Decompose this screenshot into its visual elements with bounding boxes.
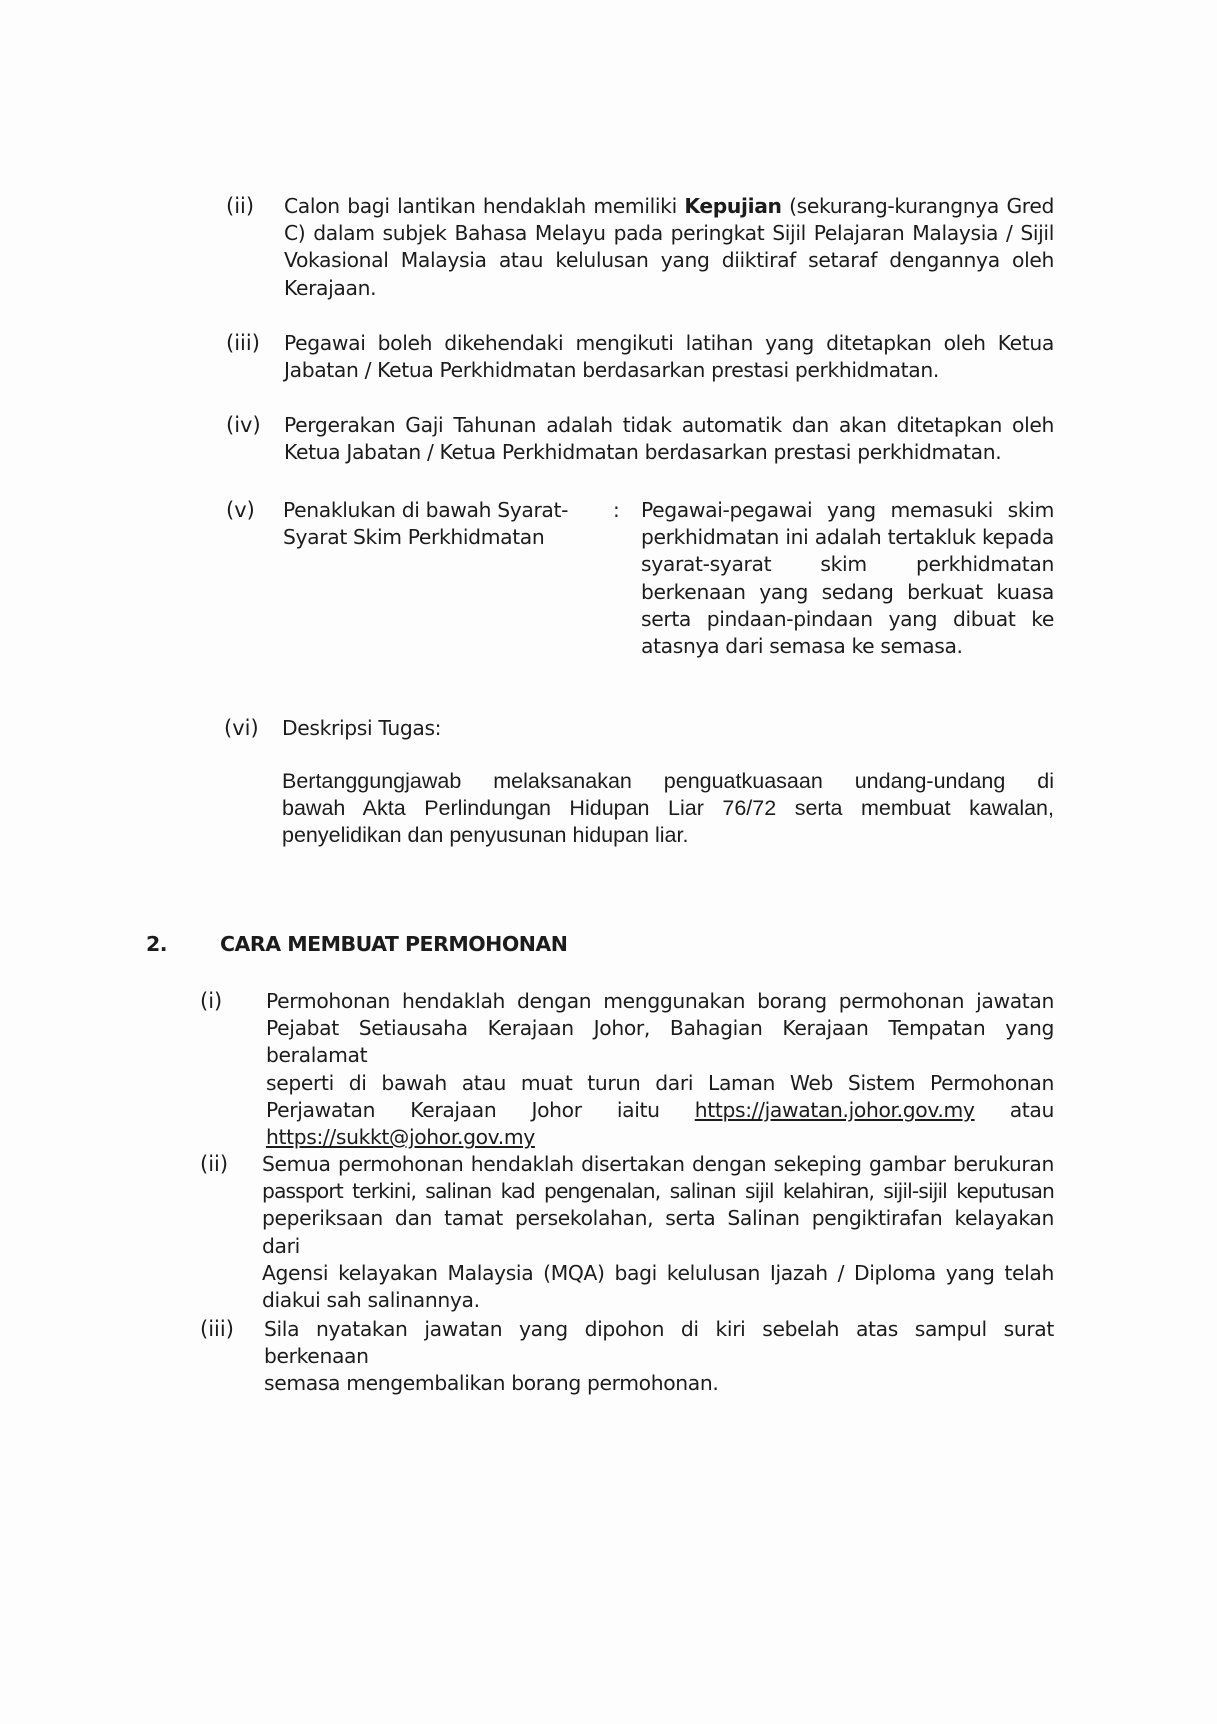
text-line: passport terkini, salinan kad pengenalan, salinan sijil kelahiran, sijil-sijil keputusan	[262, 1179, 1054, 1204]
link-sukkt-johor[interactable]: https://sukkt@johor.gov.my	[266, 1125, 535, 1150]
text-line: Jabatan / Ketua Perkhidmatan berdasarkan prestasi perkhidmatan.	[284, 358, 939, 383]
text-line: Pegawai-pegawai yang memasuki skim	[641, 498, 1054, 522]
text-line: Ketua Jabatan / Ketua Perkhidmatan berdasarkan prestasi perkhidmatan.	[284, 440, 1002, 465]
requirement-latihan	[284, 330, 1054, 384]
item-number: (vi)	[224, 716, 259, 740]
text-line: diakui sah salinannya.	[262, 1288, 480, 1313]
text-line: bawah Akta Perlindungan Hidupan Liar 76/72 serta membuat kawalan,	[282, 796, 1054, 820]
text-line: penyelidikan dan penyusunan hidupan liar.	[282, 823, 689, 847]
section-title: CARA MEMBUAT PERMOHONAN	[220, 932, 568, 956]
text-line: Pegawai boleh dikehendaki mengikuti latihan yang ditetapkan oleh Ketua	[284, 331, 1054, 355]
text-line: Kerajaan.	[284, 275, 377, 300]
item-number: (iv)	[226, 413, 261, 437]
deskripsi-tugas-text	[282, 768, 1054, 849]
text-line: berkenaan yang sedang berkuat kuasa	[641, 579, 1054, 604]
penaklukan-description	[641, 497, 1054, 660]
text-line: perkhidmatan ini adalah tertakluk kepada	[641, 525, 1054, 550]
requirement-bahasa-melayu	[284, 193, 1054, 302]
text-line: C) dalam subjek Bahasa Melayu pada peringkat Sijil Pelajaran Malaysia / Sijil	[284, 221, 1054, 246]
item-number: (ii)	[200, 1152, 229, 1176]
text-line: Semua permohonan hendaklah disertakan dengan sekeping gambar berukuran	[262, 1152, 1054, 1176]
text-line: atasnya dari semasa ke semasa.	[641, 634, 963, 659]
text-line: Pejabat Setiausaha Kerajaan Johor, Bahagian Kerajaan Tempatan yang beralamat	[266, 1016, 1054, 1068]
text-line: Penaklukan di bawah Syarat-	[283, 498, 569, 522]
text-line: Syarat Skim Perkhidmatan	[283, 525, 545, 550]
item-number: (iii)	[200, 1317, 234, 1341]
text-line: peperiksaan dan tamat persekolahan, serta Salinan pengiktirafan kelayakan dari	[262, 1206, 1054, 1258]
text-line: Agensi kelayakan Malaysia (MQA) bagi kelulusan Ijazah / Diploma yang telah	[262, 1260, 1054, 1285]
text-line: Calon bagi lantikan hendaklah memiliki Kepujian (sekurang-kurangnya Gred	[284, 194, 1054, 218]
text-line: Vokasional Malaysia atau kelulusan yang diiktiraf setaraf dengannya oleh	[284, 248, 1054, 273]
item-number: (i)	[200, 989, 223, 1013]
text-line: Perjawatan Kerajaan Johor iaitu https://jawatan.johor.gov.my atau	[266, 1097, 1054, 1122]
bold-term-kepujian: Kepujian	[684, 194, 782, 218]
item-number: (v)	[226, 498, 255, 522]
link-jawatan-johor[interactable]: https://jawatan.johor.gov.my	[694, 1097, 975, 1122]
label-penaklukan	[283, 497, 603, 551]
text-line	[266, 1124, 1054, 1151]
colon-separator: :	[613, 498, 620, 522]
text-line: Permohonan hendaklah dengan menggunakan borang permohonan jawatan	[266, 989, 1054, 1013]
text-line: serta pindaan-pindaan yang dibuat ke	[641, 606, 1054, 631]
text-line: syarat-syarat skim perkhidmatan	[641, 552, 1054, 577]
text-line: Sila nyatakan jawatan yang dipohon di kiri sebelah atas sampul surat berkenaan	[264, 1317, 1054, 1369]
label-deskripsi-tugas: Deskripsi Tugas:	[282, 716, 442, 740]
requirement-gaji-tahunan	[284, 412, 1054, 466]
permohonan-borang	[266, 988, 1054, 1151]
text-line: Bertanggungjawab melaksanakan penguatkuasaan undang-undang di	[282, 769, 1054, 793]
permohonan-sampul	[264, 1316, 1054, 1398]
text-line: seperti di bawah atau muat turun dari Laman Web Sistem Permohonan	[266, 1070, 1054, 1095]
permohonan-dokumen	[262, 1151, 1054, 1314]
text-line: Pergerakan Gaji Tahunan adalah tidak automatik dan akan ditetapkan oleh	[284, 413, 1054, 437]
text-line: semasa mengembalikan borang permohonan.	[264, 1371, 719, 1396]
item-number: (iii)	[226, 331, 260, 355]
item-number: (ii)	[226, 194, 255, 218]
section-number: 2.	[146, 932, 168, 956]
